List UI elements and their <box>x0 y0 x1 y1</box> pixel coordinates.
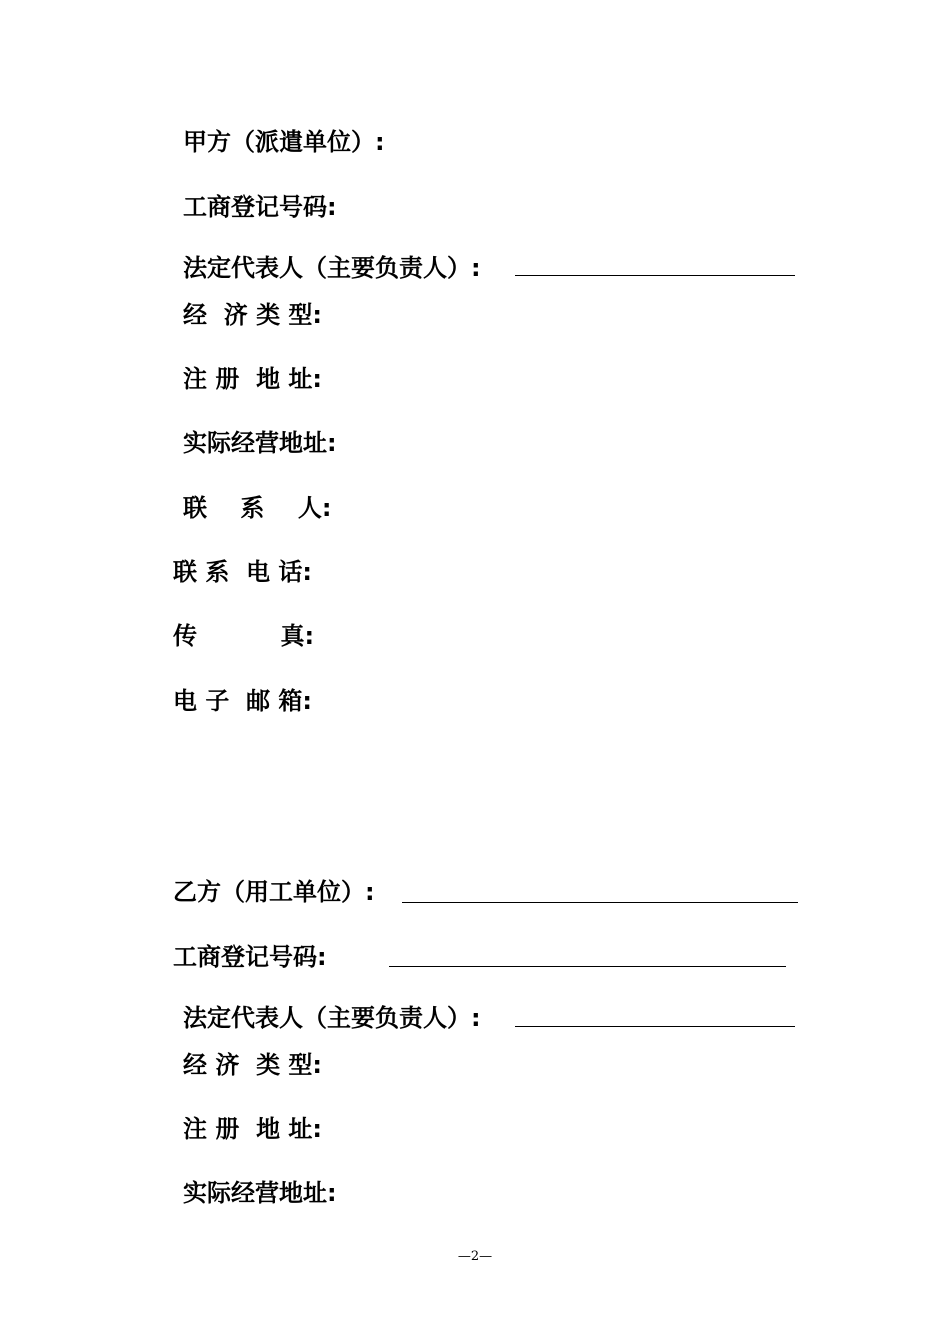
party-a-fax-label: 传 真: <box>173 622 315 650</box>
party-a-business-reg-label: 工商登记号码: <box>183 193 337 221</box>
party-a-contact-person-label: 联 系 人: <box>183 494 332 522</box>
party-a-actual-address-label: 实际经营地址: <box>183 429 337 457</box>
party-a-legal-rep-label: 法定代表人（主要负责人）: <box>183 254 481 282</box>
party-a-email-label: 电 子 邮 箱: <box>173 687 313 715</box>
party-b-title-field[interactable] <box>402 902 798 903</box>
party-b-economic-type-label: 经 济 类 型: <box>183 1051 323 1079</box>
party-a-contact-phone-label: 联 系 电 话: <box>173 558 313 586</box>
party-b-business-reg-field[interactable] <box>389 966 786 967</box>
party-a-legal-rep-field[interactable] <box>515 275 795 276</box>
party-a-economic-type-label: 经 济 类 型: <box>183 301 323 329</box>
party-b-registered-address-label: 注 册 地 址: <box>183 1115 323 1143</box>
party-b-actual-address-label: 实际经营地址: <box>183 1179 337 1207</box>
party-b-legal-rep-label: 法定代表人（主要负责人）: <box>183 1004 481 1032</box>
party-a-title: 甲方（派遣单位）: <box>183 128 385 156</box>
party-b-title: 乙方（用工单位）: <box>173 878 375 906</box>
party-b-legal-rep-field[interactable] <box>515 1026 795 1027</box>
party-a-registered-address-label: 注 册 地 址: <box>183 365 323 393</box>
party-b-business-reg-label: 工商登记号码: <box>173 943 327 971</box>
page-number: —2— <box>457 1249 493 1264</box>
